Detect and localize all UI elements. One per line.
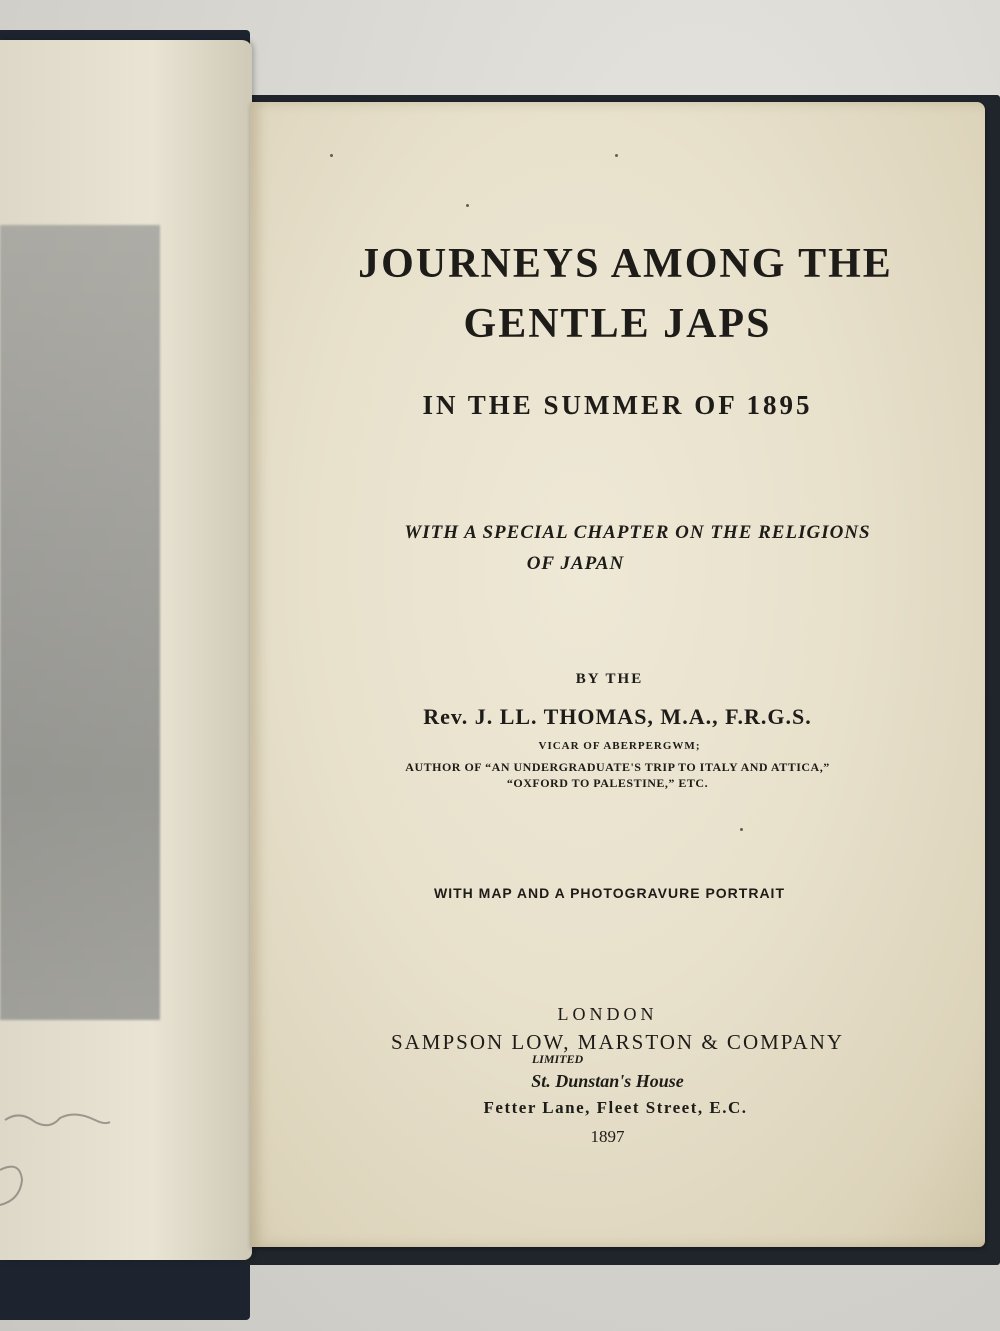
publisher-name: SAMPSON LOW, MARSTON & COMPANY (390, 1030, 845, 1054)
pencil-marks (0, 1100, 120, 1210)
publisher-address: Fetter Lane, Fleet Street, E.C. (483, 1098, 748, 1117)
paper-speck (466, 204, 469, 207)
paper-speck (615, 154, 618, 157)
book-subtitle: IN THE SUMMER OF 1895 (422, 390, 813, 420)
book-title-line-2: GENTLE JAPS (463, 301, 772, 347)
author-works-line-2: “OXFORD TO PALESTINE,” ETC. (506, 776, 709, 790)
frontispiece-portrait-image (0, 225, 160, 1020)
paper-speck (740, 828, 743, 831)
illustrations-note: WITH MAP AND A PHOTOGRAVURE PORTRAIT (434, 885, 785, 901)
by-the-label: BY THE (575, 671, 644, 687)
publisher-limited: LIMITED (531, 1052, 584, 1066)
title-page (250, 102, 985, 1247)
publication-year: 1897 (590, 1127, 625, 1146)
publisher-house: St. Dunstan's House (531, 1071, 684, 1091)
author-name: Rev. J. LL. THOMAS, M.A., F.R.G.S. (423, 704, 812, 729)
author-position: VICAR OF ABERPERGWM; (538, 740, 701, 752)
book-title-line-1: JOURNEYS AMONG THE (358, 241, 893, 287)
publication-city: LONDON (557, 1004, 658, 1024)
special-chapter-line-1: WITH A SPECIAL CHAPTER ON THE RELIGIONS (404, 522, 871, 543)
special-chapter-line-2: OF JAPAN (526, 553, 625, 574)
paper-speck (330, 154, 333, 157)
frontispiece-tissue-page (0, 40, 252, 1260)
author-works-line-1: AUTHOR OF “AN UNDERGRADUATE'S TRIP TO ITALY AND ATTICA,” (405, 760, 830, 774)
